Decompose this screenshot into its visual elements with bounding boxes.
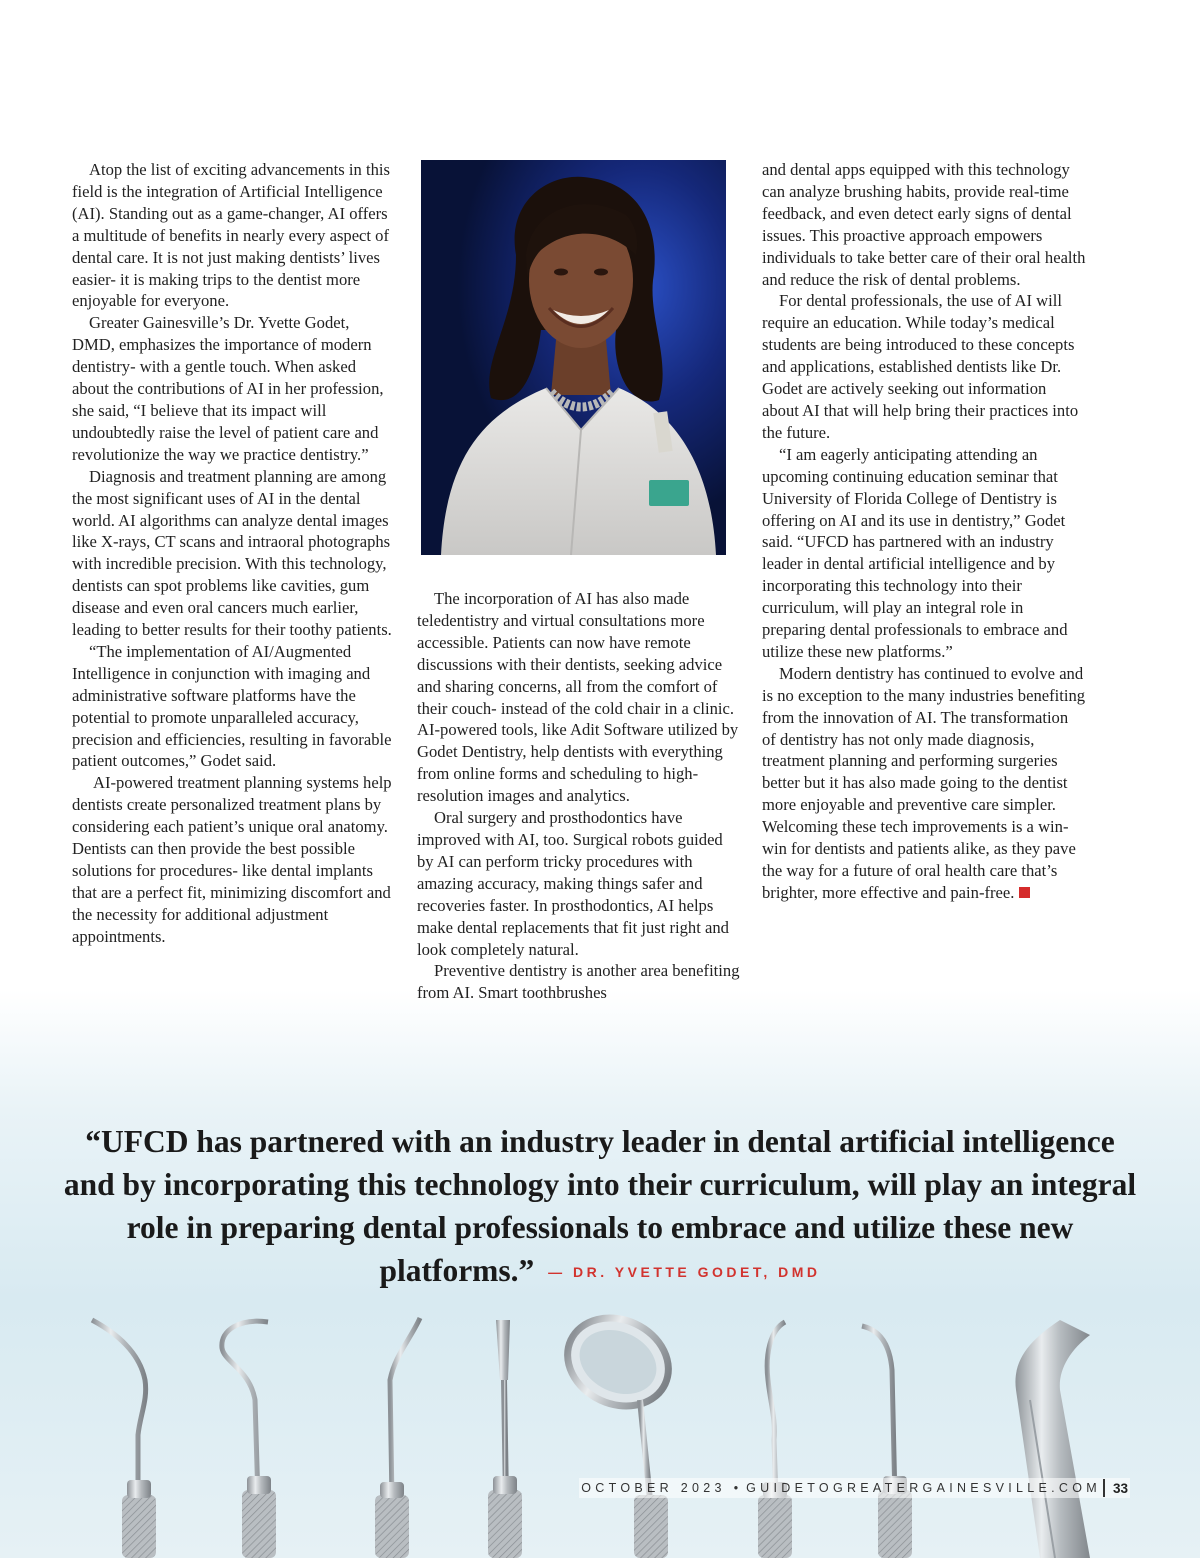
dental-tweezers-tool [1015,1320,1090,1558]
article-paragraph: Diagnosis and treatment planning are among the most significant uses of AI in the dental world. AI algorithms can analyze dental images like X-rays, CT scans and intraoral photographs with incredible precision. With this technology, dentists can spot problems like cavities, gum disease and even oral cancers much earlier, leading to better results for their toothy patients. [72,466,392,640]
article-column-3 [762,159,1086,904]
article-paragraph-text: Modern dentistry has continued to evolve and is no exception to the many industries benefiting from the innovation of AI. The transformation of dentistry has not only made diagnosis, treatment planning and performing surgeries better but it has also made going to the dentist more enjoyable and preventive care simpler. Welcoming these tech improvements is a win-win for dentists and patients alike, as they pave the way for a future of oral health care that’s brighter, more effective and pain-free. [762,663,1086,902]
footer-issue: OCTOBER 2023 [581,1481,726,1495]
portrait-illustration [421,160,726,555]
dental-mirror-tool [553,1302,683,1558]
dental-tools-illustration [0,1300,1200,1558]
pull-quote [60,1120,1140,1294]
article-paragraph: Atop the list of exciting advancements in this field is the integration of Artificial Intelligence (AI). Standing out as a game-changer, AI offers a multitude of benefits in nearly every aspect of dental care. It is not just making dentists’ lives easier- it is making trips to the dentist more enjoyable for everyone. [72,160,390,311]
article-paragraph: “I am eagerly anticipating attending an upcoming continuing education seminar that University of Florida College of Dentistry is offering on AI and its use in dentistry,” Godet said. “UFCD has partnered with an industry leader in dental artificial intelligence and by incorporating this technology into their curriculum, will play an integral role in preparing dental professionals to embrace and utilize these new platforms.” [762,444,1068,661]
article-paragraph: “The implementation of AI/Augmented Intelligence in conjunction with imaging and administrative software platforms have the potential to promote unparalleled accuracy, precision and efficiencies, resulting in favorable patient outcomes,” Godet said. [72,641,392,771]
article-paragraph-final [762,663,1086,904]
article-paragraph: Greater Gainesville’s Dr. Yvette Godet, DMD, emphasizes the importance of modern dentistry- with a gentle touch. When asked about the contributions of AI in her profession, she said, “I believe that its impact will undoubtedly raise the level of patient care and revolutionize the way we practice dentistry.” [72,313,384,464]
page-number: 33 [1112,1480,1128,1496]
dental-chisel-tool [488,1320,522,1558]
dental-curette-tool [758,1322,792,1558]
dental-scaler-tool [862,1326,912,1558]
article-column-2 [417,588,743,1004]
article-paragraph: Oral surgery and prosthodontics have improved with AI, too. Surgical robots guided by AI can perform tricky procedures with amazing accuracy, making things safer and recoveries faster. In prosthodontics, AI helps make dental replacements that fit just right and look completely natural. [417,808,729,959]
footer-site-link[interactable]: GUIDETOGREATERGAINESVILLE.COM [746,1481,1101,1495]
footer-separator: • [733,1481,739,1495]
dental-hook-tool [222,1321,276,1558]
dental-explorer-tool [375,1318,420,1558]
article-paragraph: For dental professionals, the use of AI will require an education. While today’s medical students are being introduced to these concepts and applications, established dentists like Dr. Godet are actively seeking out information about AI that will help bring their practices into the future. [762,291,1079,442]
dental-probe-tool [92,1320,156,1558]
end-of-article-square-icon [1019,887,1030,898]
pull-quote-text: “UFCD has partnered with an industry leader in dental artificial intelligence and by incorporating this technology into their curriculum, will play an integral role in preparing dental professionals to embrace and utilize these new platforms.” [63,1124,1137,1288]
pull-quote-attribution: — DR. YVETTE GODET, DMD [548,1264,821,1280]
article-paragraph: Preventive dentistry is another area benefiting from AI. Smart toothbrushes [417,961,740,1003]
footer-divider [1103,1479,1105,1497]
article-column-1 [72,159,396,948]
article-paragraph: AI-powered treatment planning systems help dentists create personalized treatment plans by considering each patient’s unique oral anatomy. Dentists can then provide the best possible solutions for procedures- like dental implants that are a perfect fit, minimizing discomfort and the necessity for additional adjustment appointments. [72,773,392,946]
article-paragraph: The incorporation of AI has also made teledentistry and virtual consultations more accessible. Patients can now have remote discussions with their dentists, seeking advice and sharing concerns, all from the comfort of their couch- instead of the cold chair in a clinic. AI-powered tools, like Adit Software utilized by Godet Dentistry, help dentists with everything from online forms and scheduling to high-resolution images and analytics. [417,589,739,806]
article-paragraph: and dental apps equipped with this technology can analyze brushing habits, provide real-time feedback, and even detect early signs of dental issues. This proactive approach empowers individuals to take better care of their oral health and reduce the risk of dental problems. [762,160,1086,289]
portrait-photo [421,160,726,555]
page-footer [579,1478,1130,1498]
